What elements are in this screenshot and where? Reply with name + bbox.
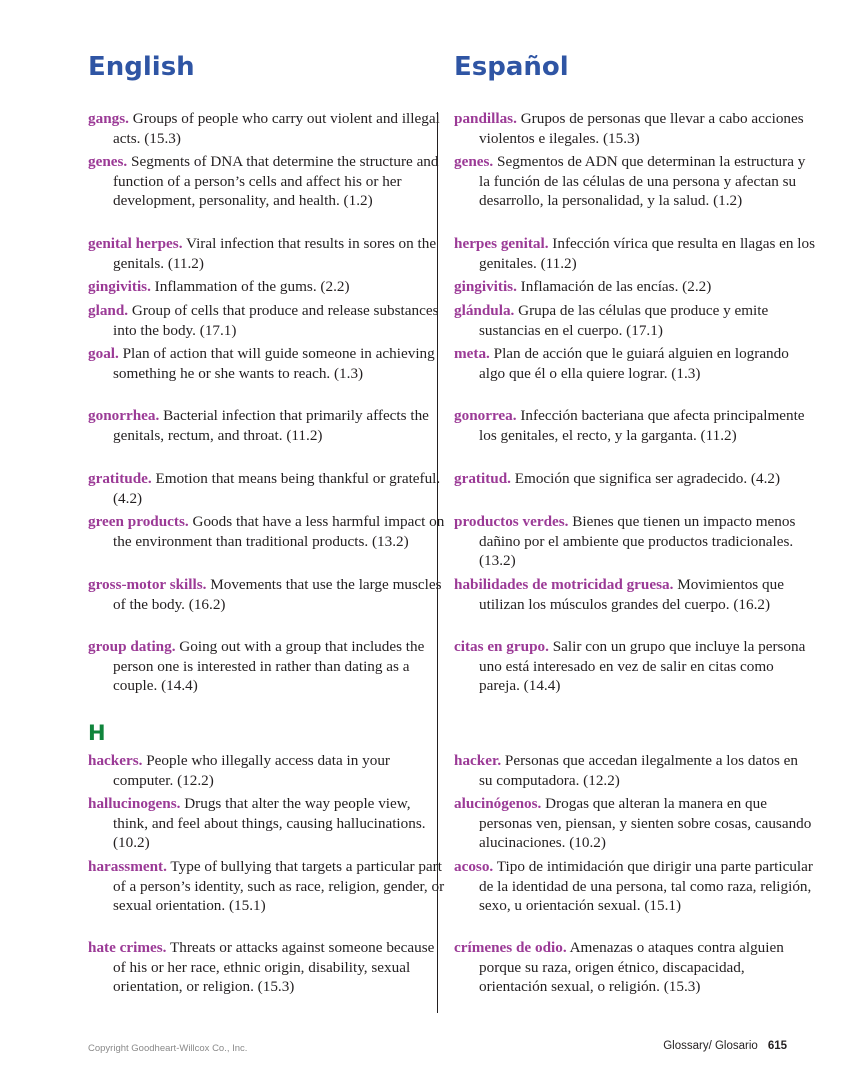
glossary-definition: Threats or attacks against someone because of his or her race, ethnic origin, disability, sexual orientation, or religion. (15.3) [113, 939, 435, 996]
glossary-entry [88, 512, 449, 551]
glossary-definition: Bacterial infection that primarily affects the genitals, rectum, and throat. (11.2) [113, 407, 429, 444]
glossary-definition: Segmentos de ADN que determinan la estructura y la función de las células de una persona y afectan su desarrollo, la personalidad, y la salud. (1.2) [479, 153, 806, 210]
glossary-entry [88, 152, 449, 211]
glossary-entry [454, 344, 815, 383]
glossary-definition: Viral infection that results in sores on the genitals. (11.2) [113, 235, 437, 272]
footer-right [663, 1040, 787, 1052]
glossary-entry [454, 751, 815, 790]
glossary-entry [88, 277, 449, 297]
glossary-term: gratitude. [88, 470, 152, 487]
glossary-definition: Infección vírica que resulta en llagas en los genitales. (11.2) [479, 235, 816, 272]
glossary-entry [454, 575, 815, 614]
glossary-definition: Segments of DNA that determine the structure and function of a person’s cells and affect his or her development, personality, and health. (1.2) [113, 153, 439, 210]
page-number: 615 [767, 1040, 787, 1052]
glossary-term: habilidades de motricidad gruesa. [454, 576, 674, 593]
glossary-entry [88, 794, 449, 853]
glossary-entry [88, 234, 449, 273]
glossary-term: gratitud. [454, 470, 511, 487]
glossary-definition: Drogas que alteran la manera en que personas ven, piensan, y sienten sobre cosas, causando alucinaciones. (10.2) [479, 795, 812, 852]
glossary-term: glándula. [454, 302, 515, 319]
glossary-term: pandillas. [454, 110, 517, 127]
glossary-definition: Bienes que tienen un impacto menos dañino por el ambiente que productos tradicionales. (13.2) [479, 513, 796, 570]
glossary-entry [454, 794, 815, 853]
glossary-definition: Infección bacteriana que afecta principalmente los genitales, el recto, y la garganta. (11.2) [479, 407, 805, 444]
glossary-term: group dating. [88, 638, 176, 655]
glossary-definition: Salir con un grupo que incluye la persona uno está interesado en vez de salir en citas como pareja. (14.4) [479, 638, 806, 695]
glossary-definition: Amenazas o ataques contra alguien porque su raza, origen étnico, discapacidad, orientación sexual, o religión. (15.3) [479, 939, 784, 996]
glossary-definition: Plan of action that will guide someone in achieving something he or she wants to reach. (1.3) [113, 345, 435, 382]
glossary-entry [454, 469, 815, 489]
spanish-heading: Español [454, 52, 569, 82]
glossary-term: hallucinogens. [88, 795, 181, 812]
glossary-term: goal. [88, 345, 119, 362]
glossary-term: citas en grupo. [454, 638, 549, 655]
glossary-entry [88, 406, 449, 445]
section-label: Glossary/ Glosario [663, 1040, 758, 1052]
glossary-definition: Groups of people who carry out violent and illegal acts. (15.3) [113, 110, 440, 147]
glossary-term: genes. [454, 153, 494, 170]
glossary-definition: Drugs that alter the way people view, think, and feel about things, causing hallucinations. (10.2) [113, 795, 426, 852]
glossary-entry [88, 575, 449, 614]
english-heading: English [88, 52, 195, 82]
glossary-entry [454, 277, 815, 297]
glossary-entry [454, 301, 815, 340]
glossary-entry [454, 152, 815, 211]
glossary-definition: Movimientos que utilizan los músculos grandes del cuerpo. (16.2) [479, 576, 784, 613]
glossary-definition: Emotion that means being thankful or grateful. (4.2) [113, 470, 441, 507]
glossary-term: green products. [88, 513, 189, 530]
glossary-entry [454, 234, 815, 273]
glossary-term: genital herpes. [88, 235, 183, 252]
glossary-definition: Going out with a group that includes the person one is interested in rather than dating as a couple. (14.4) [113, 638, 425, 695]
glossary-entry [454, 637, 815, 696]
glossary-term: crímenes de odio. [454, 939, 567, 956]
glossary-term: gland. [88, 302, 129, 319]
glossary-definition: Group of cells that produce and release substances into the body. (17.1) [113, 302, 439, 339]
glossary-entry [454, 109, 815, 148]
glossary-term: gonorrhea. [88, 407, 160, 424]
glossary-definition: Emoción que significa ser agradecido. (4.2) [514, 470, 781, 487]
glossary-entry [88, 751, 449, 790]
glossary-entry [88, 938, 449, 997]
glossary-definition: Tipo de intimidación que dirigir una parte particular de la identidad de una persona, tal como raza, religión, sexo, u orientación sexual. (15.1) [479, 858, 813, 915]
glossary-definition: People who illegally access data in your computer. (12.2) [113, 752, 390, 789]
glossary-definition: Personas que accedan ilegalmente a los datos en su computadora. (12.2) [479, 752, 799, 789]
letter-heading-h: H [88, 721, 106, 745]
glossary-term: hacker. [454, 752, 502, 769]
glossary-definition: Type of bullying that targets a particular part of a person’s identity, such as race, religion, gender, or sexual orientation. (15.1) [113, 858, 445, 915]
glossary-term: hackers. [88, 752, 143, 769]
glossary-entry [454, 857, 815, 916]
glossary-term: gross-motor skills. [88, 576, 207, 593]
glossary-term: alucinógenos. [454, 795, 542, 812]
glossary-entry [88, 857, 449, 916]
glossary-term: herpes genital. [454, 235, 549, 252]
glossary-term: hate crimes. [88, 939, 167, 956]
glossary-term: gingivitis. [454, 278, 517, 295]
glossary-entry [88, 344, 449, 383]
glossary-definition: Plan de acción que le guiará alguien en logrando algo que él o ella quiere lograr. (1.3) [479, 345, 789, 382]
glossary-definition: Inflammation of the gums. (2.2) [154, 278, 350, 295]
glossary-definition: Movements that use the large muscles of the body. (16.2) [113, 576, 442, 613]
glossary-term: acoso. [454, 858, 494, 875]
glossary-term: productos verdes. [454, 513, 569, 530]
glossary-entry [88, 469, 449, 508]
glossary-term: meta. [454, 345, 490, 362]
glossary-entry [454, 938, 815, 997]
copyright: Copyright Goodheart-Willcox Co., Inc. [88, 1043, 248, 1054]
glossary-term: genes. [88, 153, 128, 170]
glossary-term: gangs. [88, 110, 129, 127]
glossary-term: gonorrea. [454, 407, 517, 424]
glossary-term: gingivitis. [88, 278, 151, 295]
glossary-entry [88, 637, 449, 696]
glossary-definition: Grupa de las células que produce y emite sustancias en el cuerpo. (17.1) [479, 302, 769, 339]
glossary-entry [88, 109, 449, 148]
glossary-entry [454, 512, 815, 571]
glossary-term: harassment. [88, 858, 167, 875]
glossary-definition: Grupos de personas que llevar a cabo acciones violentos e ilegales. (15.3) [479, 110, 804, 147]
glossary-entry [88, 301, 449, 340]
glossary-entry [454, 406, 815, 445]
glossary-definition: Inflamación de las encías. (2.2) [520, 278, 712, 295]
glossary-definition: Goods that have a less harmful impact on the environment than traditional products. (13.2) [113, 513, 445, 550]
